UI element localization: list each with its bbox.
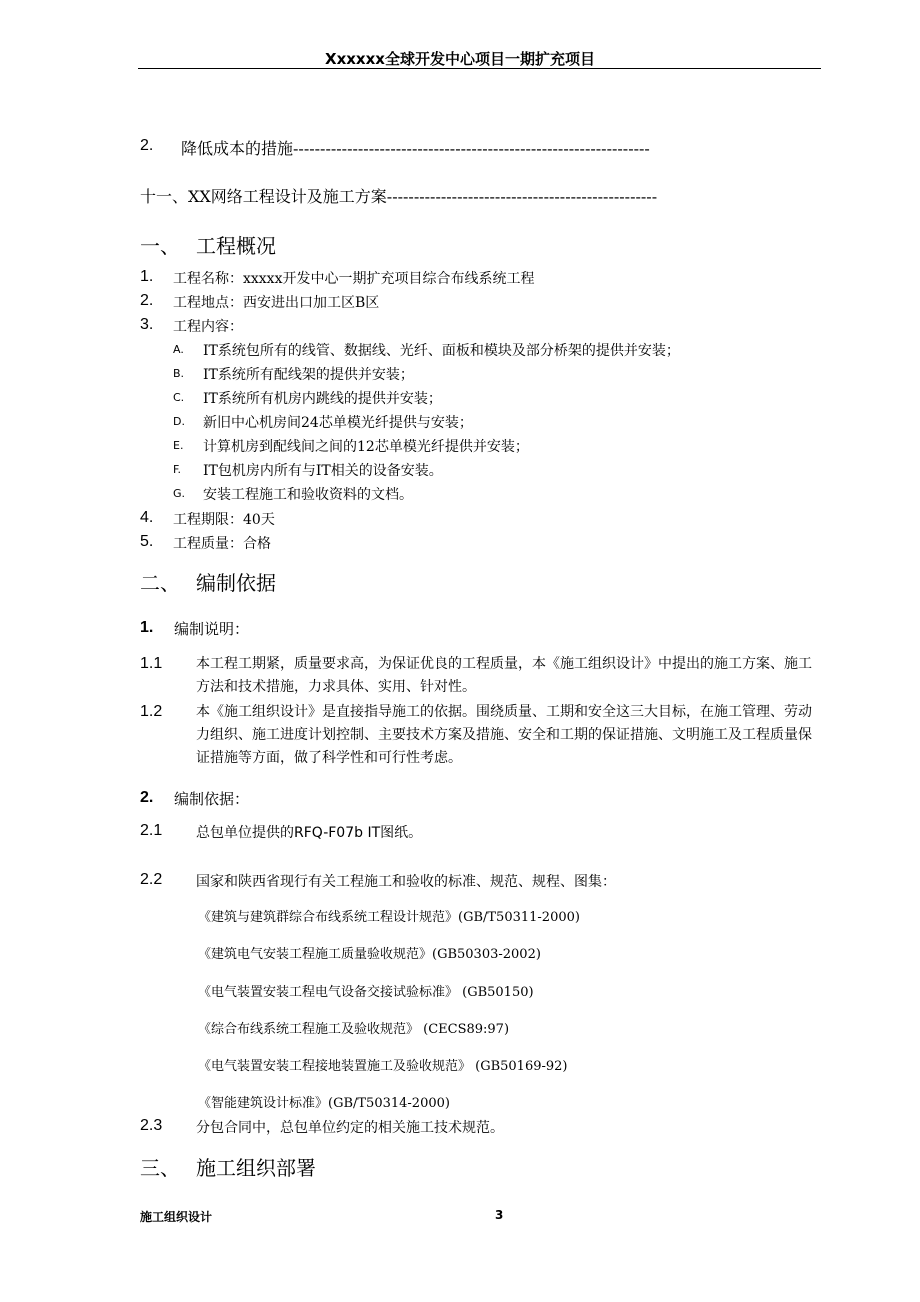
standard-reference: 《建筑与建筑群综合布线系统工程设计规范》(GB/T50311-2000) [198,910,580,925]
sub-item: IT包机房内所有与IT相关的设备安装。 [203,463,443,479]
sub-item: 新旧中心机房间24芯单模光纤提供与安装； [203,415,473,431]
toc-item: 十一、XX网络工程设计及施工方案-------------------------------------------------- [140,187,658,206]
paragraph-number: 2.1 [140,822,163,839]
section-number: 二、 [140,571,180,595]
sub-item-letter: E. [173,439,184,452]
list-item: 工程名称：xxxxx开发中心一期扩充项目综合布线系统工程 [173,271,535,287]
sub-item: IT系统所有机房内跳线的提供并安装； [203,391,442,407]
section-title: 施工组织部署 [196,1156,316,1180]
list-item: 工程地点：西安进出口加工区B区 [173,295,380,311]
toc-item: 降低成本的措施------------------------------------------------------------------ [181,139,650,158]
sub-item-letter: F. [173,463,182,476]
toc-item-number: 2. [140,137,154,154]
paragraph: 国家和陕西省现行有关工程施工和验收的标准、规范、规程、图集： [196,874,616,890]
list-item: 工程内容： [173,319,243,335]
paragraph: 总包单位提供的RFQ-F07b IT图纸。 [196,825,423,841]
standard-reference: 《电气装置安装工程电气设备交接试验标准》 (GB50150) [198,985,534,1000]
list-item-number: 4. [140,509,154,526]
footer-label: 施工组织设计 [140,1210,213,1224]
subsection-title: 编制说明： [174,620,250,638]
list-item-number: 5. [140,533,154,550]
paragraph-number: 1.2 [140,703,163,720]
list-item-number: 3. [140,316,154,333]
paragraph: 分包合同中，总包单位约定的相关施工技术规范。 [196,1120,504,1136]
section-title: 编制依据 [196,571,276,595]
section-number: 三、 [140,1156,180,1180]
standard-reference: 《综合布线系统工程施工及验收规范》 (CECS89:97) [198,1022,510,1037]
list-item-number: 2. [140,292,154,309]
header-divider [138,68,821,69]
list-item: 工程期限：40天 [173,512,275,528]
page-number: 3 [495,1208,504,1222]
sub-item: 安装工程施工和验收资料的文档。 [203,487,413,503]
paragraph-number: 2.3 [140,1117,163,1134]
list-item: 工程质量：合格 [173,536,271,552]
paragraph-number: 1.1 [140,655,163,672]
paragraph-number: 2.2 [140,871,163,888]
sub-item-letter: C. [173,391,185,404]
sub-item-letter: D. [173,415,185,428]
sub-item: IT系统所有配线架的提供并安装； [203,367,414,383]
section-number: 一、 [140,234,180,258]
sub-item-letter: B. [173,367,185,380]
sub-item-letter: G. [173,487,186,500]
sub-item: IT系统包所有的线管、数据线、光纤、面板和模块及部分桥架的提供并安装； [203,343,680,359]
standard-reference: 《电气装置安装工程接地装置施工及验收规范》 (GB50169-92) [198,1059,568,1074]
list-item-number: 1. [140,268,154,285]
subsection-title: 编制依据： [174,790,250,808]
standard-reference: 《建筑电气安装工程施工质量验收规范》(GB50303-2002) [198,947,541,962]
sub-item: 计算机房到配线间之间的12芯单模光纤提供并安装； [203,439,529,455]
subsection-number: 1. [140,619,154,636]
paragraph: 本《施工组织设计》是直接指导施工的依据。围绕质量、工期和安全这三大目标，在施工管理、劳动力组织、施工进度计划控制、主要技术方案及措施、安全和工期的保证措施、文明施工及工程质量保证措施等方面，做了科学性和可行性考虑。 [196,704,812,766]
sub-item-letter: A. [173,343,184,356]
page-header-title: Xxxxxx全球开发中心项目一期扩充项目 [325,50,595,68]
section-title: 工程概况 [196,234,276,258]
paragraph: 本工程工期紧，质量要求高，为保证优良的工程质量，本《施工组织设计》中提出的施工方案、施工方法和技术措施，力求具体、实用、针对性。 [196,656,812,695]
standard-reference: 《智能建筑设计标准》(GB/T50314-2000) [198,1096,450,1111]
subsection-number: 2. [140,789,154,806]
